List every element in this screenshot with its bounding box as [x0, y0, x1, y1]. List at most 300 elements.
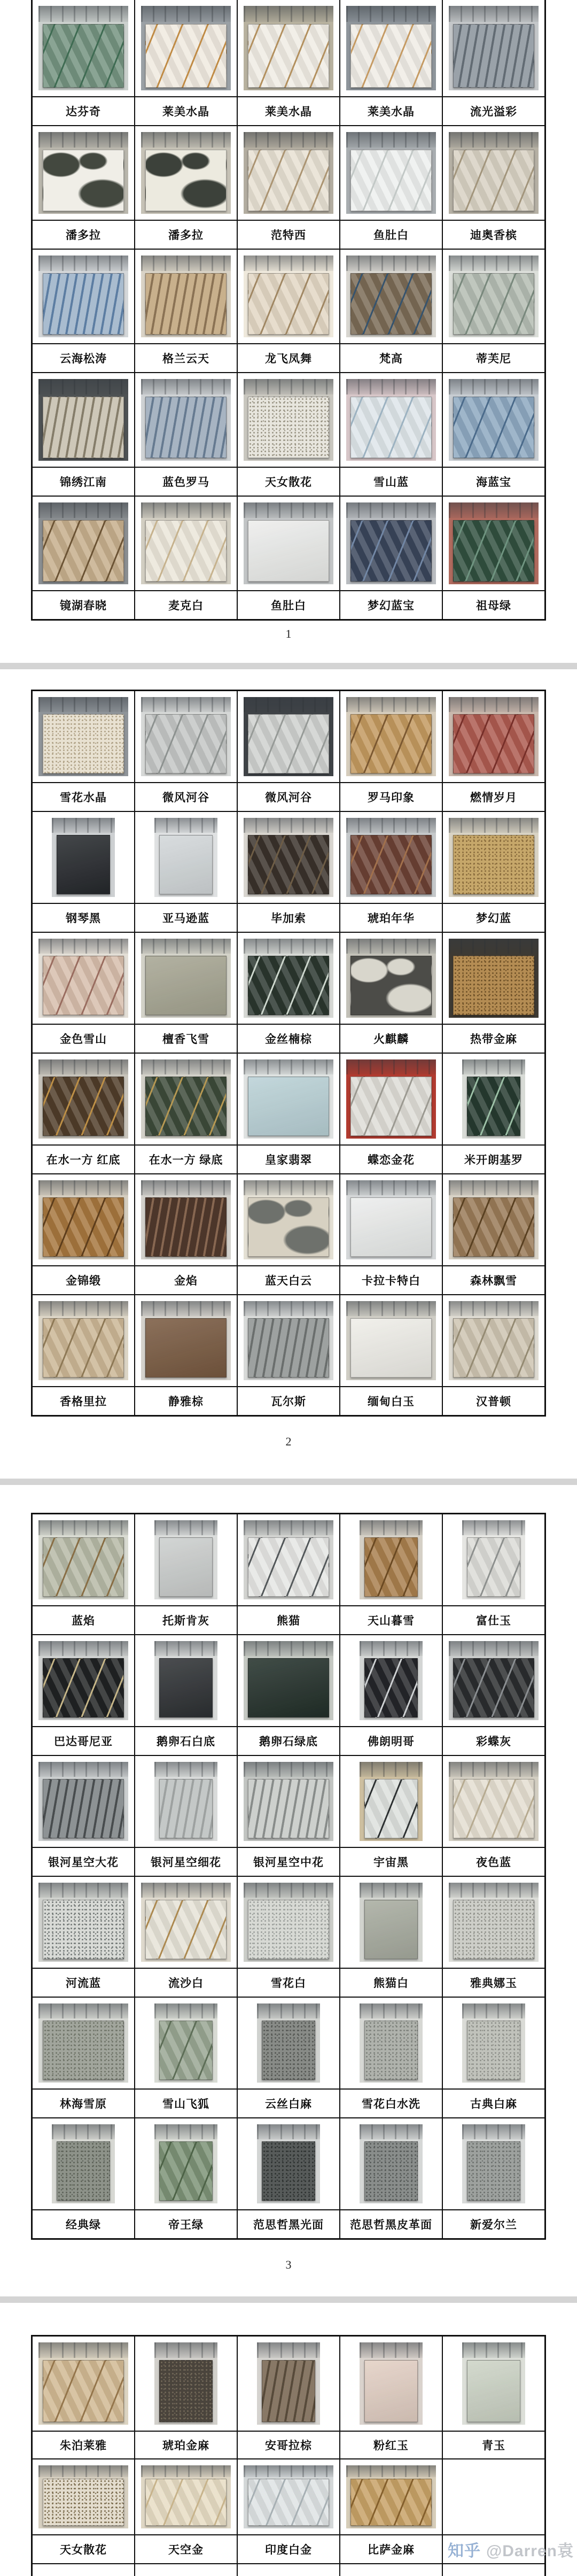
slab-area — [346, 271, 435, 337]
stone-name-label: 蓝天白云 — [265, 1275, 312, 1287]
stone-image-cell — [238, 933, 339, 1024]
stone-name-cell — [33, 221, 134, 249]
stone-name-cell — [33, 468, 134, 496]
stone-name-cell — [238, 97, 339, 125]
warehouse-backdrop — [244, 502, 333, 518]
slab-area — [449, 1316, 538, 1380]
warehouse-backdrop — [244, 1883, 333, 1898]
stone-slab — [145, 2479, 227, 2526]
stone-image-cell — [238, 1295, 339, 1386]
stone-slab — [43, 273, 124, 335]
warehouse-backdrop — [38, 2465, 128, 2477]
stone-photo — [38, 132, 128, 214]
stone-name-label: 雪花白 — [271, 1977, 306, 1990]
warehouse-backdrop — [38, 2342, 128, 2358]
stone-name-cell — [33, 2432, 134, 2458]
slab-area — [38, 1316, 128, 1380]
stone-name-label: 皇家翡翠 — [265, 1154, 312, 1166]
stone-image-cell — [33, 2337, 134, 2431]
stone-photo — [244, 1520, 333, 1599]
stone-image-cell — [238, 691, 339, 782]
slab-area — [141, 518, 230, 584]
stone-name-cell — [33, 2210, 134, 2238]
stone-name-cell — [443, 1606, 544, 1634]
slab-area — [449, 1656, 538, 1720]
stone-name-cell — [238, 1969, 339, 1997]
stone-image-cell — [135, 1295, 237, 1386]
stone-name-cell — [33, 1606, 134, 1634]
stone-name-cell — [238, 2090, 339, 2117]
stone-name-label: 流光溢彩 — [470, 106, 517, 118]
stone-name-cell — [135, 2090, 237, 2117]
stone-photo — [449, 1762, 538, 1841]
stone-slab — [248, 1900, 329, 1960]
stone-slab — [43, 1197, 124, 1257]
stone-name-label: 富仕玉 — [476, 1615, 511, 1627]
stone-slab — [43, 1779, 124, 1839]
stone-name-cell — [443, 2090, 544, 2117]
warehouse-backdrop — [346, 818, 435, 833]
stone-image-cell — [238, 1054, 339, 1144]
stone-image-cell — [340, 1998, 442, 2088]
stone-name-label: 梵高 — [379, 353, 403, 365]
stone-name-label: 火麒麟 — [373, 1033, 409, 1046]
warehouse-backdrop — [38, 1883, 128, 1898]
stone-image-cell — [443, 1998, 544, 2088]
stone-image-cell — [238, 1877, 339, 1968]
stone-name-label: 朱泊莱雅 — [60, 2440, 107, 2452]
stone-slab — [43, 1900, 124, 1960]
stone-photo — [38, 2465, 128, 2528]
stone-photo — [141, 2465, 230, 2528]
stone-slab — [43, 1077, 124, 1136]
stone-name-cell — [33, 97, 134, 125]
stone-name-label: 雪花白水洗 — [362, 2098, 420, 2110]
slab-area — [141, 712, 230, 776]
stone-image-cell — [33, 250, 134, 343]
stone-slab — [453, 956, 534, 1016]
slab-area — [449, 518, 538, 584]
stone-image-cell — [443, 2337, 544, 2431]
slab-area — [141, 148, 230, 214]
stone-photo — [244, 6, 333, 90]
slab-area — [244, 1898, 333, 1962]
stone-image-cell — [135, 0, 237, 96]
warehouse-backdrop — [244, 818, 333, 833]
stone-slab — [467, 1537, 521, 1597]
stone-name-label: 微风河谷 — [265, 792, 312, 804]
slab-area — [360, 1656, 423, 1720]
stone-slab — [248, 714, 329, 774]
stone-slab — [364, 2021, 418, 2080]
stone-name-label: 经典绿 — [66, 2219, 101, 2231]
stone-slab — [43, 520, 124, 582]
stone-photo — [257, 2124, 320, 2203]
stone-photo — [38, 379, 128, 461]
stone-image-cell — [33, 812, 134, 903]
stone-photo — [449, 132, 538, 214]
stone-name-cell — [443, 591, 544, 619]
slab-area — [449, 1898, 538, 1962]
stone-image-cell — [238, 2118, 339, 2209]
stone-image-cell — [340, 1054, 442, 1144]
slab-area — [346, 1195, 435, 1259]
slab-area — [244, 271, 333, 337]
stone-name-cell — [33, 783, 134, 811]
slab-area — [257, 2358, 320, 2425]
stone-image-cell — [33, 1054, 134, 1144]
stone-slab — [248, 24, 329, 88]
stone-image-cell — [340, 1877, 442, 1968]
stone-name-label: 罗马印象 — [368, 792, 415, 804]
zhihu-logo-text: 知乎 — [448, 2542, 481, 2560]
slab-area — [360, 2358, 423, 2425]
stone-slab — [350, 150, 432, 211]
stone-name-cell — [238, 344, 339, 372]
warehouse-backdrop — [462, 2003, 525, 2018]
stone-photo — [462, 1520, 525, 1599]
stone-name-label: 银河星空大花 — [48, 1856, 119, 1869]
stone-photo — [244, 1180, 333, 1259]
slab-area — [449, 712, 538, 776]
slab-area — [462, 2139, 525, 2203]
stone-name-label: 卡拉卡特白 — [362, 1275, 420, 1287]
stone-name-label: 静雅棕 — [168, 1396, 204, 1408]
slab-area — [346, 833, 435, 897]
stone-photo — [38, 1883, 128, 1962]
stone-image-cell — [135, 933, 237, 1024]
stone-image-cell-cut — [33, 2564, 134, 2576]
warehouse-backdrop — [257, 2342, 320, 2358]
stone-slab — [145, 1077, 227, 1136]
stone-name-cell — [33, 2535, 134, 2563]
stone-name-label: 汉普顿 — [476, 1396, 511, 1408]
stone-image-cell — [135, 1998, 237, 2088]
stone-name-cell — [33, 904, 134, 932]
stone-slab — [43, 2021, 124, 2080]
slab-area — [449, 833, 538, 897]
warehouse-backdrop — [244, 1059, 333, 1074]
stone-slab — [248, 1077, 329, 1136]
stone-name-label: 莱美水晶 — [162, 106, 209, 118]
stone-image-cell — [340, 691, 442, 782]
slab-area — [38, 1535, 128, 1599]
stone-photo — [360, 1883, 423, 1962]
stone-photo — [449, 1180, 538, 1259]
warehouse-backdrop — [141, 1883, 230, 1898]
stone-name-label: 鱼肚白 — [271, 600, 306, 612]
stone-name-cell — [135, 783, 237, 811]
slab-area — [360, 2139, 423, 2203]
stone-photo — [38, 256, 128, 337]
stone-photo — [244, 2465, 333, 2528]
stone-image-cell — [340, 2118, 442, 2209]
warehouse-backdrop — [141, 1301, 230, 1316]
stone-name-cell — [33, 1387, 134, 1415]
warehouse-backdrop — [346, 2465, 435, 2477]
stone-slab — [467, 2360, 521, 2422]
stone-slab — [145, 150, 227, 211]
stone-photo — [244, 1883, 333, 1962]
stone-name-label: 流沙白 — [168, 1977, 204, 1990]
stone-name-cell — [238, 2210, 339, 2238]
warehouse-backdrop — [244, 2465, 333, 2477]
warehouse-backdrop — [38, 2003, 128, 2018]
stone-photo — [244, 1762, 333, 1841]
slab-area — [38, 712, 128, 776]
stone-image-cell — [33, 1514, 134, 1605]
slab-area — [346, 1074, 435, 1139]
slab-area — [38, 22, 128, 90]
slab-area — [244, 518, 333, 584]
stone-photo — [38, 2342, 128, 2425]
stone-name-label: 银河星空中花 — [253, 1856, 324, 1869]
stone-photo — [360, 1762, 423, 1841]
stone-name-label: 帝王绿 — [168, 2219, 204, 2231]
stone-image-cell — [238, 1514, 339, 1605]
slab-area — [360, 1898, 423, 1962]
warehouse-backdrop — [360, 2342, 423, 2358]
stone-slab — [262, 2021, 316, 2080]
stone-name-cell — [340, 1266, 442, 1294]
stone-slab — [453, 1318, 534, 1378]
stone-name-cell — [340, 2535, 442, 2563]
stone-image-cell — [135, 2118, 237, 2209]
stone-photo — [449, 256, 538, 337]
stone-name-cell — [135, 97, 237, 125]
warehouse-backdrop — [360, 1883, 423, 1898]
stone-slab — [43, 2479, 124, 2526]
stone-name-cell — [135, 1025, 237, 1053]
stone-image-cell — [135, 497, 237, 590]
stone-slab — [248, 2479, 329, 2526]
stone-photo — [346, 256, 435, 337]
slab-area — [346, 518, 435, 584]
warehouse-backdrop — [38, 939, 128, 954]
stone-image-cell — [33, 1756, 134, 1847]
stone-slab — [350, 1197, 432, 1257]
slab-area — [244, 1316, 333, 1380]
stone-name-label: 米开朗基罗 — [464, 1154, 523, 1166]
stone-name-label: 亚马逊蓝 — [162, 912, 209, 925]
stone-name-label: 天空金 — [168, 2544, 204, 2556]
stone-photo — [244, 697, 333, 776]
stone-image-cell — [340, 1514, 442, 1605]
stone-name-cell — [135, 1969, 237, 1997]
stone-name-label: 莱美水晶 — [265, 106, 312, 118]
stone-name-label: 金丝楠棕 — [265, 1033, 312, 1046]
stone-image-cell — [135, 250, 237, 343]
stone-photo — [52, 818, 115, 897]
slab-area — [449, 1195, 538, 1259]
stone-name-cell — [135, 2210, 237, 2238]
stone-name-label: 琥珀金麻 — [162, 2440, 209, 2452]
stone-name-label: 托斯肯灰 — [162, 1615, 209, 1627]
stone-image-cell — [33, 1998, 134, 2088]
stone-image-cell — [33, 1174, 134, 1265]
stone-name-cell — [238, 904, 339, 932]
slab-area — [141, 2477, 230, 2528]
stone-photo — [141, 1301, 230, 1380]
slab-area — [38, 2018, 128, 2083]
warehouse-backdrop — [38, 502, 128, 518]
page-number: 1 — [285, 627, 292, 640]
stone-photo — [38, 1641, 128, 1720]
stone-image-cell — [135, 1877, 237, 1968]
stone-name-cell — [238, 1025, 339, 1053]
page-separator — [0, 1479, 577, 1485]
stone-photo — [244, 1301, 333, 1380]
stone-image-cell — [443, 691, 544, 782]
stone-slab — [453, 1197, 534, 1257]
stone-name-cell — [135, 2535, 237, 2563]
stone-photo — [141, 379, 230, 461]
slab-area — [52, 833, 115, 897]
stone-image-cell — [340, 933, 442, 1024]
warehouse-backdrop — [141, 1180, 230, 1195]
warehouse-backdrop — [141, 6, 230, 22]
stone-photo — [154, 1762, 217, 1841]
stone-image-cell — [238, 1998, 339, 2088]
stone-photo — [360, 2124, 423, 2203]
slab-area — [141, 954, 230, 1018]
stone-photo — [244, 939, 333, 1018]
stone-name-label: 檀香飞雪 — [162, 1033, 209, 1046]
stone-name-label: 云海松涛 — [60, 353, 107, 365]
warehouse-backdrop — [449, 1762, 538, 1777]
stone-name-cell — [443, 221, 544, 249]
warehouse-backdrop — [141, 1059, 230, 1074]
slab-area — [346, 394, 435, 461]
stone-name-cell — [340, 1025, 442, 1053]
stone-image-cell — [135, 1514, 237, 1605]
stone-image-cell — [443, 1877, 544, 1968]
stone-slab — [453, 1900, 534, 1960]
stone-name-label: 钢琴黑 — [66, 912, 101, 925]
catalog-page-3 — [0, 1513, 577, 2272]
slab-area — [244, 22, 333, 90]
stone-name-label: 蝶恋金花 — [368, 1154, 415, 1166]
warehouse-backdrop — [244, 1641, 333, 1656]
stone-photo — [449, 6, 538, 90]
stone-slab — [262, 2360, 316, 2422]
warehouse-backdrop — [449, 1301, 538, 1316]
stone-name-cell — [33, 1266, 134, 1294]
stone-slab — [248, 520, 329, 582]
watermark-handle: @Darren袁 — [486, 2542, 574, 2560]
stone-slab — [350, 714, 432, 774]
stone-name-cell — [340, 221, 442, 249]
slab-area — [449, 1777, 538, 1841]
stone-image-cell — [443, 126, 544, 220]
stone-slab — [467, 2141, 521, 2201]
warehouse-backdrop — [38, 697, 128, 712]
stone-name-label: 蒂芙尼 — [476, 353, 511, 365]
stone-image-cell — [238, 812, 339, 903]
warehouse-backdrop — [360, 2003, 423, 2018]
slab-area — [38, 394, 128, 461]
stone-photo — [449, 502, 538, 584]
stone-name-label: 范特西 — [271, 229, 306, 242]
stone-name-cell — [443, 1025, 544, 1053]
stone-name-label: 金色雪山 — [60, 1033, 107, 1046]
warehouse-backdrop — [38, 256, 128, 271]
stone-slab — [364, 1900, 418, 1960]
warehouse-backdrop — [141, 379, 230, 394]
stone-photo — [38, 6, 128, 90]
slab-area — [449, 954, 538, 1018]
stone-photo — [141, 939, 230, 1018]
stone-photo — [346, 1059, 435, 1139]
stone-slab — [159, 1779, 213, 1839]
warehouse-backdrop — [346, 1059, 435, 1074]
stone-image-cell — [238, 2459, 339, 2534]
stone-name-cell — [135, 1606, 237, 1634]
stone-slab — [43, 150, 124, 211]
warehouse-backdrop — [346, 502, 435, 518]
stone-name-label: 佛朗明哥 — [368, 1736, 415, 1748]
stone-image-cell — [135, 1756, 237, 1847]
stone-name-label: 微风河谷 — [162, 792, 209, 804]
stone-name-cell — [443, 2432, 544, 2458]
stone-image-cell — [238, 2337, 339, 2431]
warehouse-backdrop — [449, 1180, 538, 1195]
stone-slab — [159, 835, 213, 895]
warehouse-backdrop — [346, 1180, 435, 1195]
stone-name-label: 熊猫白 — [373, 1977, 409, 1990]
stone-slab — [159, 2141, 213, 2201]
slab-area — [257, 2018, 320, 2083]
stone-name-label: 镜湖春晓 — [60, 600, 107, 612]
warehouse-backdrop — [244, 256, 333, 271]
stone-name-cell — [443, 1387, 544, 1415]
stone-name-cell — [135, 1266, 237, 1294]
stone-name-cell — [443, 1146, 544, 1173]
slab-area — [449, 148, 538, 214]
stone-slab — [145, 1318, 227, 1378]
slab-area — [38, 1195, 128, 1259]
slab-area — [462, 2358, 525, 2425]
stone-photo — [141, 256, 230, 337]
slab-area — [154, 833, 217, 897]
warehouse-backdrop — [52, 818, 115, 833]
stone-name-label: 蓝焰 — [72, 1615, 95, 1627]
stone-photo — [244, 502, 333, 584]
stone-name-cell — [135, 1146, 237, 1173]
stone-image-cell — [443, 250, 544, 343]
stone-photo — [244, 1059, 333, 1139]
stone-name-label: 龙飞凤舞 — [265, 353, 312, 365]
catalog-page-2 — [0, 690, 577, 1449]
slab-area — [244, 712, 333, 776]
stone-slab — [364, 1658, 418, 1718]
slab-area — [462, 1535, 525, 1599]
stone-photo — [449, 1301, 538, 1380]
slab-area — [244, 1777, 333, 1841]
stone-photo — [346, 2465, 435, 2528]
slab-area — [38, 1898, 128, 1962]
stone-name-label: 达芬奇 — [66, 106, 101, 118]
warehouse-backdrop — [52, 2124, 115, 2139]
page-number: 2 — [285, 1435, 292, 1448]
slab-area — [141, 1316, 230, 1380]
slab-area — [141, 1898, 230, 1962]
stone-image-cell — [33, 126, 134, 220]
stone-image-cell — [443, 1054, 544, 1144]
slab-area — [449, 271, 538, 337]
stone-image-cell — [443, 1295, 544, 1386]
stone-name-cell — [443, 97, 544, 125]
